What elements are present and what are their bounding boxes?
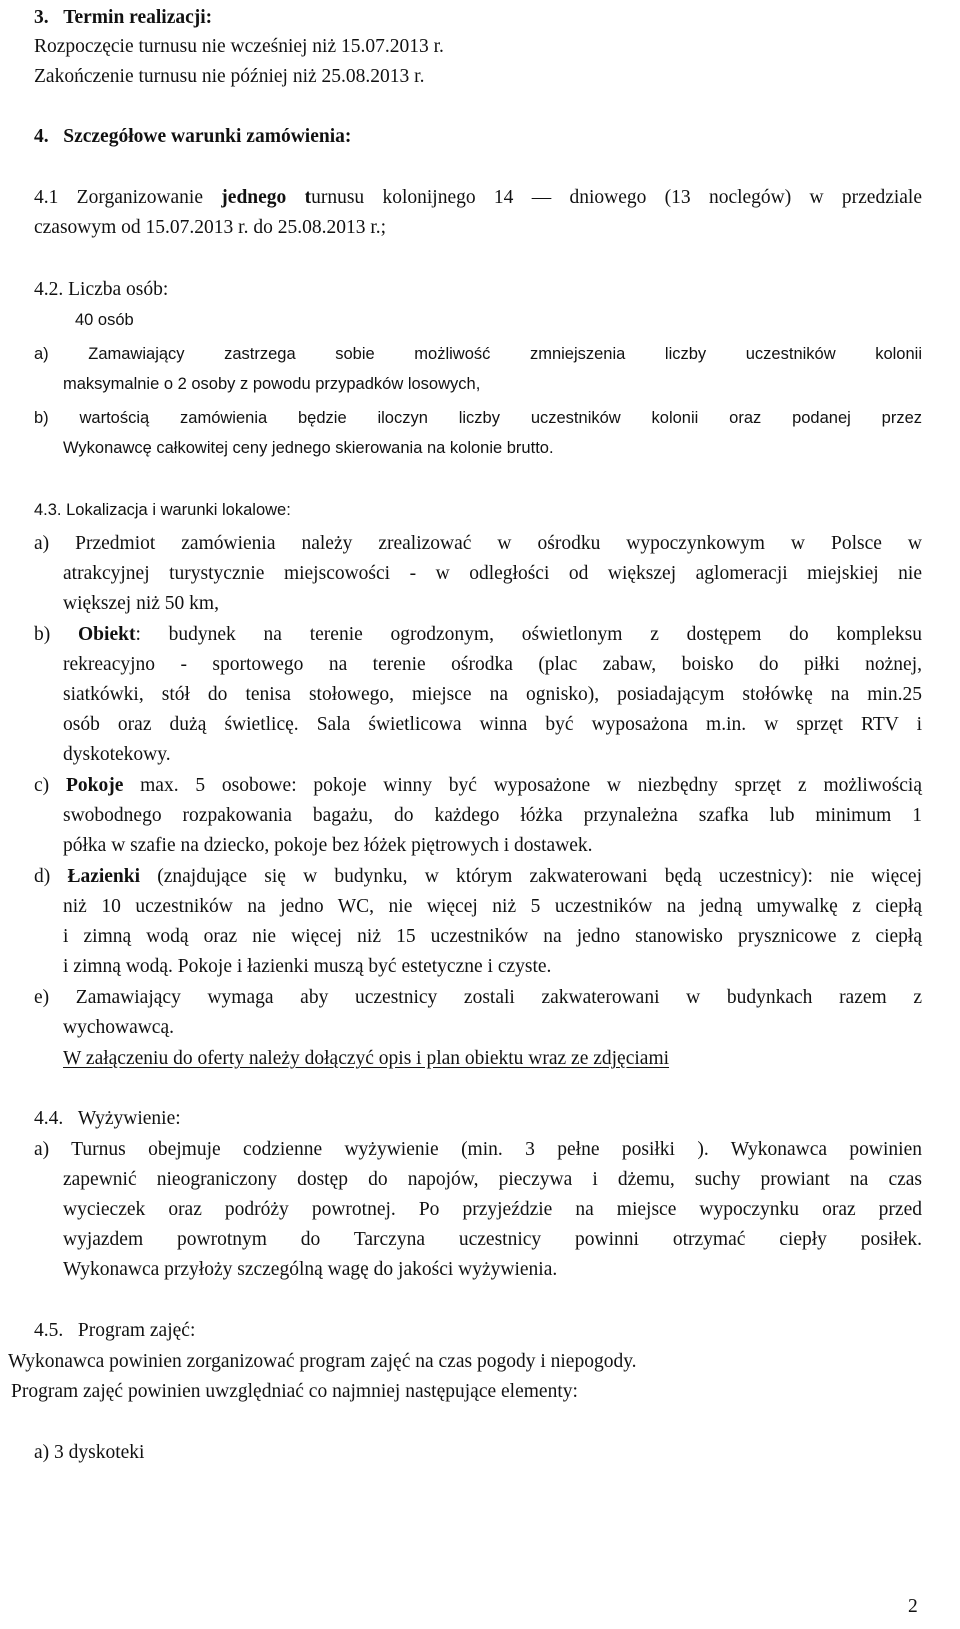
item-4-4-a-line-2: zapewnić nieograniczony dostęp do napojów, pieczywa i dżemu, suchy prowiant na czas <box>63 1169 922 1190</box>
item-4-3-d-line-1: d) Łazienki (znajdujące się w budynku, w którym zakwaterowani będą uczestnicy): nie więcej <box>34 866 922 887</box>
item-4-3-b-line-2: rekreacyjno - sportowego na terenie ośrodka (plac zabaw, boisko do piłki nożnej, <box>63 654 922 675</box>
section-4-1-line-1: 4.1 Zorganizowanie jednego turnusu kolonijnego 14 — dniowego (13 noclegów) w przedziale <box>34 187 923 208</box>
item-4-3-b-line-3: siatkówki, stół do tenisa stołowego, miejsce na ognisko), posiadającym stołówkę na min.25 <box>63 684 922 705</box>
item-4-2-b-line-2: Wykonawcę całkowitej ceny jednego skierowania na kolonie brutto. <box>63 439 554 457</box>
item-4-3-b-line-1: b) Obiekt: budynek na terenie ogrodzonym, oświetlonym z dostępem do kompleksu <box>34 624 922 645</box>
item-4-3-d-line-2: niż 10 uczestników na jedno WC, nie więcej niż 5 uczestników na jedną umywalkę z ciepłą <box>63 896 922 917</box>
item-4-4-a-line-1: a) Turnus obejmuje codzienne wyżywienie (min. 3 pełne posiłki ). Wykonawca powinien <box>34 1139 922 1160</box>
program-requirement-text: Wykonawca powinien zorganizować program zajęć na czas pogody i niepogody. <box>8 1351 637 1372</box>
end-date-text: Zakończenie turnusu nie później niż 25.08.2013 r. <box>34 66 425 87</box>
start-date-text: Rozpoczęcie turnusu nie wcześniej niż 15.07.2013 r. <box>34 36 444 57</box>
item-4-4-a-line-3: wycieczek oraz podróży powrotnej. Po przyjeździe na miejsce wypoczynku oraz przed <box>63 1199 922 1220</box>
item-4-2-a-line-2: maksymalnie o 2 osoby z powodu przypadków losowych, <box>63 375 481 393</box>
item-4-3-c-line-2: swobodnego rozpakowania bagażu, do każdego łóżka przynależna szafka lub minimum 1 <box>63 805 922 826</box>
item-4-3-c-line-3: półka w szafie na dziecko, pokoje bez łóżek piętrowych i dostawek. <box>63 835 593 856</box>
item-4-3-e-line-2: wychowawcą. <box>63 1017 174 1038</box>
section-4-4-heading: 4.4. Wyżywienie: <box>34 1108 181 1129</box>
section-4-2-heading: 4.2. Liczba osób: <box>34 279 169 300</box>
item-4-3-d-line-4: i zimną wodą. Pokoje i łazienki muszą być estetyczne i czyste. <box>63 956 552 977</box>
item-4-3-b-line-4: osób oraz dużą świetlicę. Sala świetlicowa winna być wyposażona m.in. w sprzęt RTV i <box>63 714 922 735</box>
item-4-2-b-line-1: b) wartością zamówienia będzie iloczyn liczby uczestników kolonii oraz podanej przez <box>34 409 922 427</box>
program-item-a: a) 3 dyskoteki <box>34 1442 145 1463</box>
item-4-3-a-line-1: a) Przedmiot zamówienia należy zrealizować w ośrodku wypoczynkowym w Polsce w <box>34 533 922 554</box>
page-number: 2 <box>908 1596 918 1617</box>
attachment-note: W załączeniu do oferty należy dołączyć opis i plan obiektu wraz ze zdjęciami <box>63 1048 670 1069</box>
program-elements-text: Program zajęć powinien uwzględniać co najmniej następujące elementy: <box>11 1381 578 1402</box>
item-4-3-a-line-3: większej niż 50 km, <box>63 593 219 614</box>
section-4-heading: 4. Szczegółowe warunki zamówienia: <box>34 126 352 147</box>
section-4-3-heading: 4.3. Lokalizacja i warunki lokalowe: <box>34 501 291 519</box>
section-4-1-line-2: czasowym od 15.07.2013 r. do 25.08.2013 r.; <box>34 217 387 238</box>
item-4-4-a-line-5: Wykonawca przyłoży szczególną wagę do jakości wyżywienia. <box>63 1259 558 1280</box>
item-4-4-a-line-4: wyjazdem powrotnym do Tarczyna uczestnicy powinni otrzymać ciepły posiłek. <box>63 1229 922 1250</box>
section-3-heading: 3. Termin realizacji: <box>34 7 213 28</box>
item-4-3-b-line-5: dyskotekowy. <box>63 744 171 765</box>
item-4-3-c-line-1: c) Pokoje max. 5 osobowe: pokoje winny być wyposażone w niezbędny sprzęt z możliwością <box>34 775 922 796</box>
section-4-5-heading: 4.5. Program zajęć: <box>34 1320 196 1341</box>
item-4-3-d-line-3: i zimną wodą oraz nie więcej niż 15 uczestników na jedno stanowisko prysznicowe z ciepłą <box>63 926 922 947</box>
participant-count: 40 osób <box>75 311 134 329</box>
item-4-3-a-line-2: atrakcyjnej turystycznie miejscowości - w odległości od większej aglomeracji miejskiej nie <box>63 563 922 584</box>
item-4-2-a-line-1: a) Zamawiający zastrzega sobie możliwość zmniejszenia liczby uczestników kolonii <box>34 345 922 363</box>
item-4-3-e-line-1: e) Zamawiający wymaga aby uczestnicy zostali zakwaterowani w budynkach razem z <box>34 987 922 1008</box>
